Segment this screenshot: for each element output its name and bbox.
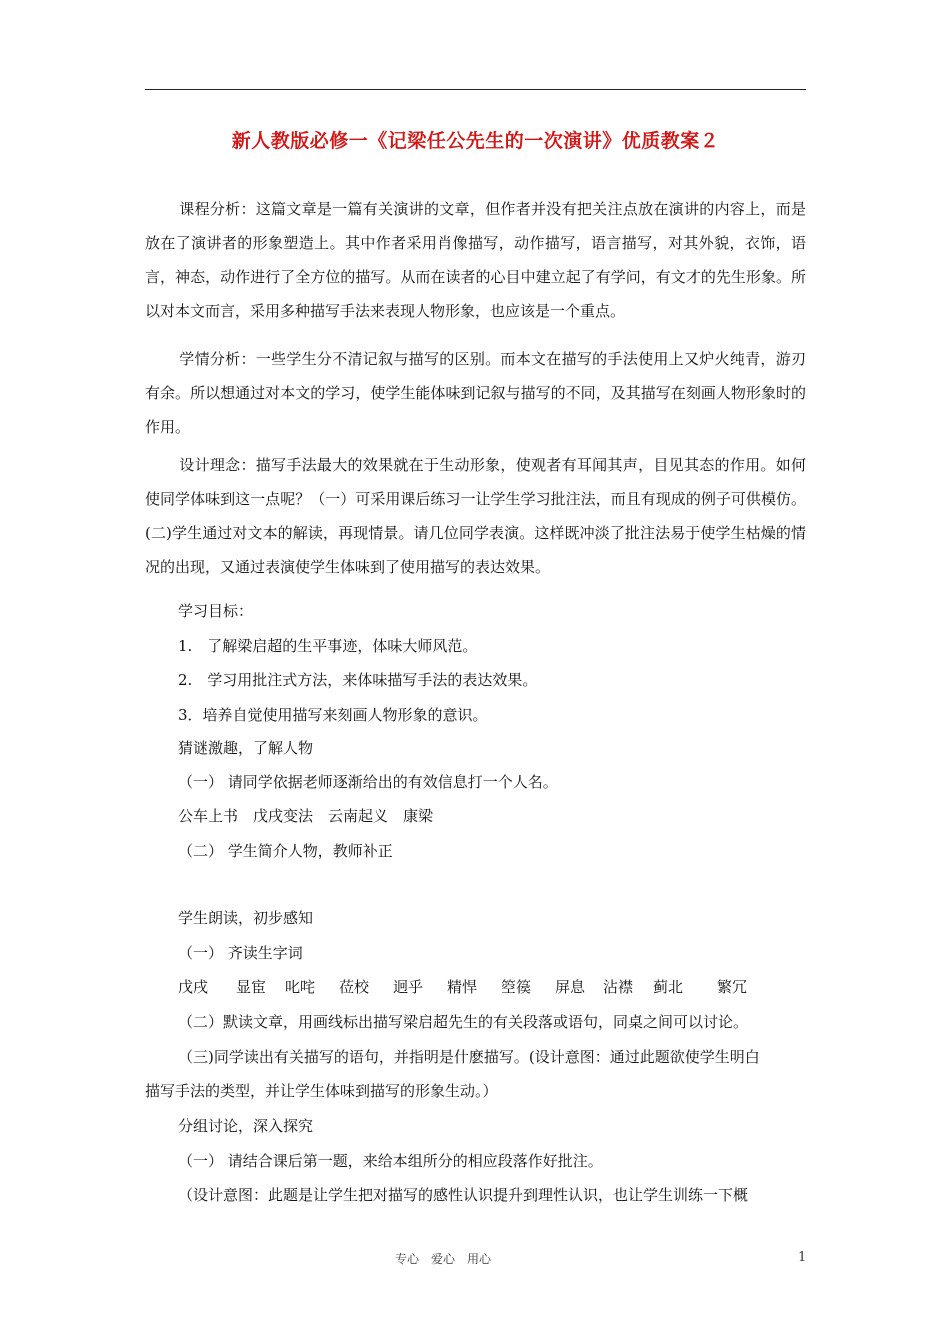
discuss-item-1: （一） 请结合课后第一题，来给本组所分的相应段落作好批注。 [178,1152,603,1170]
document-title: 新人教版必修一《记梁任公先生的一次演讲》优质教案２ [231,130,720,152]
discuss-heading: 分组讨论，深入探究 [178,1117,314,1135]
paragraph-text: 学情分析：一些学生分不清记叙与描写的区别。而本文在描写的手法使用上又炉火纯青，游刃有余。所以想通过对本文的学习，使学生能体味到记叙与描写的不同，及其描写在刻画人物形象时的作用。 [145,350,806,436]
reading-heading: 学生朗读，初步感知 [178,909,314,927]
vocab-word: 箜篌 [501,978,532,996]
riddle-heading: 猜谜激趣，了解人物 [178,739,314,757]
goal-item-3: 3．培养自觉使用描写来刻画人物形象的意识。 [178,706,488,724]
reading-item-1: （一） 齐读生字词 [178,944,303,962]
vocab-word: 莅校 [339,978,370,996]
reading-item-3-continued: 描写手法的类型，并让学生体味到描写的形象生动。） [145,1082,498,1100]
vocab-word: 迥乎 [393,978,424,996]
vocab-word: 沾襟 [603,978,634,996]
discuss-item-2: （设计意图：此题是让学生把对描写的感性认识提升到理性认识，也让学生训练一下概 [178,1186,749,1204]
riddle-item-1: （一） 请同学依据老师逐渐给出的有效信息打一个人名。 [178,773,558,791]
vocab-word: 叱咤 [285,978,316,996]
paragraph-student-analysis [145,342,806,444]
vocab-word: 显宦 [236,978,267,996]
reading-item-2: （二）默读文章，用画线标出描写梁启超先生的有关段落或语句，同桌之间可以讨论。 [178,1013,749,1031]
paragraph-text: 设计理念：描写手法最大的效果就在于生动形象，使观者有耳闻其声，目见其态的作用。如何使同学体味到这一点呢？（一）可采用课后练习一让学生学习批注法，而且有现成的例子可供模仿。(二)学生通过对文本的解读，再现情景。请几位同学表演。这样既冲淡了批注法易于使学生枯燥的情况的出现，又通过表演使学生体味到了使用描写的表达效果。 [145,456,806,576]
vocab-word: 屏息 [555,978,586,996]
riddle-item-2: （二） 学生简介人物，教师补正 [178,842,393,860]
goals-heading: 学习目标： [178,602,254,620]
vocab-word: 蓟北 [653,978,684,996]
reading-item-3: （三)同学读出有关描写的语句，并指明是什麽描写。(设计意图：通过此题欲使学生明白 [178,1048,760,1066]
vocab-word: 戊戌 [178,978,209,996]
goal-item-1: 1. 了解梁启超的生平事迹，体味大师风范。 [178,637,478,655]
header-rule [145,89,806,90]
paragraph-design-idea [145,448,806,584]
vocab-word: 繁冗 [717,978,748,996]
vocab-list [178,977,747,997]
paragraph-course-analysis [145,192,806,328]
vocab-word: 精悍 [447,978,478,996]
riddle-clues: 公车上书 戊戌变法 云南起义 康梁 [178,807,434,825]
page-number: 1 [798,1250,807,1265]
paragraph-text: 课程分析：这篇文章是一篇有关演讲的文章，但作者并没有把关注点放在演讲的内容上，而是放在了演讲者的形象塑造上。其中作者采用肖像描写，动作描写，语言描写，对其外貌，衣饰，语言，神态，动作进行了全方位的描写。从而在读者的心目中建立起了有学问，有文才的先生形象。所以对本文而言，采用多种描写手法来表现人物形象，也应该是一个重点。 [145,200,806,320]
goal-item-2: 2. 学习用批注式方法，来体味描写手法的表达效果。 [178,671,538,689]
page-footer: 专心 爱心 用心 [395,1252,492,1266]
